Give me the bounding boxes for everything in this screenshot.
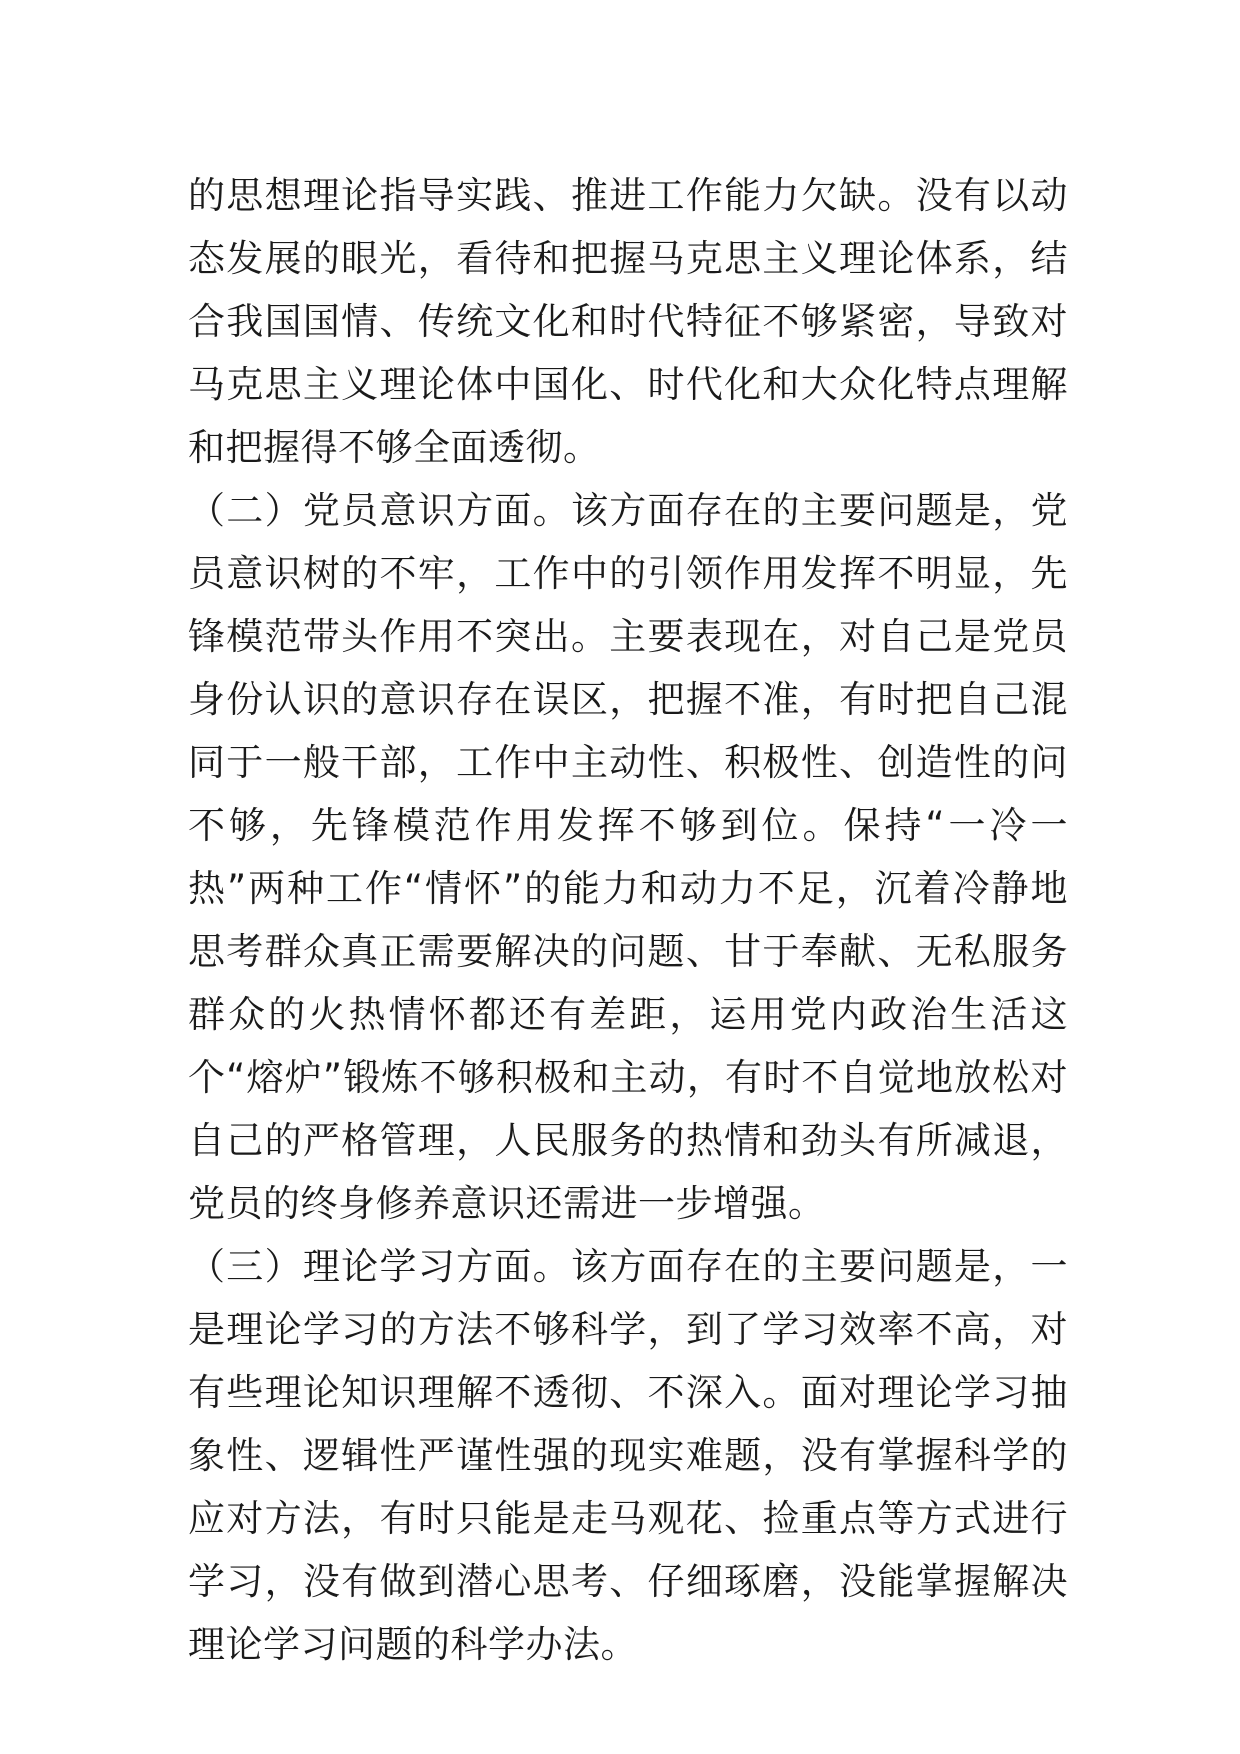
paragraph-continuation: 的思想理论指导实践、推进工作能力欠缺。没有以动态发展的眼光，看待和把握马克思主义理论体系，结合我国国情、传统文化和时代特征不够紧密，导致对马克思主义理论体中国化、时代化和大众化特点理解和把握得不够全面透彻。 [188, 174, 1068, 469]
body-text [188, 164, 1068, 1676]
paragraph-party-awareness: （二）党员意识方面。该方面存在的主要问题是，党员意识树的不牢，工作中的引领作用发挥不明显，先锋模范带头作用不突出。主要表现在，对自己是党员身份认识的意识存在误区，把握不准，有时把自己混同于一般干部，工作中主动性、积极性、创造性的问不够，先锋模范作用发挥不够到位。保持“一冷一热”两种工作“情怀”的能力和动力不足，沉着冷静地思考群众真正需要解决的问题、甘于奉献、无私服务群众的火热情怀都还有差距，运用党内政治生活这个“熔炉”锻炼不够积极和主动，有时不自觉地放松对自己的严格管理，人民服务的热情和劲头有所减退，党员的终身修养意识还需进一步增强。 [188, 489, 1068, 1225]
paragraph-theory-study: （三）理论学习方面。该方面存在的主要问题是，一是理论学习的方法不够科学，到了学习效率不高，对有些理论知识理解不透彻、不深入。面对理论学习抽象性、逻辑性严谨性强的现实难题，没有掌握科学的应对方法，有时只能是走马观花、捡重点等方式进行学习，没有做到潜心思考、仔细琢磨，没能掌握解决理论学习问题的科学办法。 [188, 1245, 1068, 1666]
